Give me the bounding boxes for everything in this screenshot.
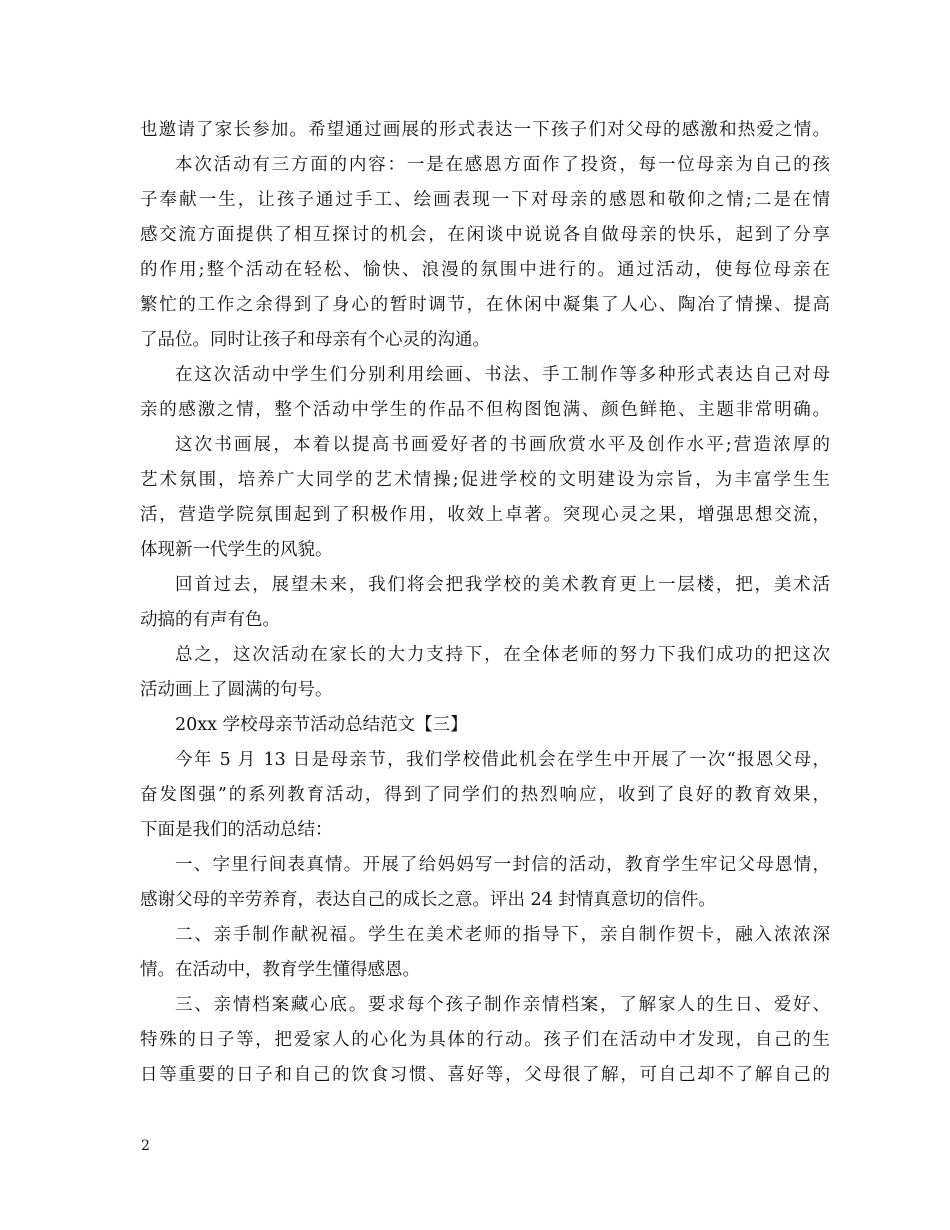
page-number: 2 (141, 1138, 150, 1154)
text-line: 动搞的有声有色。 (140, 610, 280, 630)
text-line: 一、字里行间表真情。开展了给妈妈写一封信的活动，教育学生牢记父母恩情， (175, 855, 830, 875)
text-line: 今年 5 月 13 日是母亲节，我们学校借此机会在学生中开展了一次“报恩父母， (175, 750, 830, 770)
text-line: 二、亲手制作献祝福。学生在美术老师的指导下，亲自制作贺卡，融入浓浓深 (175, 925, 830, 945)
text-line: 体现新一代学生的风貌。 (140, 540, 333, 560)
text-line: 了品位。同时让孩子和母亲有个心灵的沟通。 (140, 330, 490, 350)
text-line: 这次书画展，本着以提高书画爱好者的书画欣赏水平及创作水平;营造浓厚的 (175, 435, 830, 455)
text-line: 也邀请了家长参加。希望通过画展的形式表达一下孩子们对父母的感激和热爱之情。 (140, 120, 830, 140)
text-line: 特殊的日子等，把爱家人的心化为具体的行动。孩子们在活动中才发现，自己的生 (140, 1030, 830, 1050)
text-line: 在这次活动中学生们分别利用绘画、书法、手工制作等多种形式表达自己对母 (175, 365, 830, 385)
text-line: 回首过去，展望未来，我们将会把我学校的美术教育更上一层楼，把，美术活 (175, 575, 830, 595)
text-line: 情。在活动中，教育学生懂得感恩。 (140, 960, 420, 980)
text-line: 活，营造学院氛围起到了积极作用，收效上卓著。突现心灵之果，增强思想交流， (140, 505, 830, 525)
text-line: 感谢父母的辛劳养育，表达自己的成长之意。评出 24 封情真意切的信件。 (140, 890, 716, 910)
text-line: 子奉献一生，让孩子通过手工、绘画表现一下对母亲的感恩和敬仰之情;二是在情 (140, 190, 830, 210)
section-heading: 20xx 学校母亲节活动总结范文【三】 (175, 715, 468, 735)
text-line: 三、亲情档案藏心底。要求每个孩子制作亲情档案，了解家人的生日、爱好、 (175, 995, 830, 1015)
text-line: 亲的感激之情，整个活动中学生的作品不但构图饱满、颜色鲜艳、主题非常明确。 (140, 400, 830, 420)
text-line: 下面是我们的活动总结： (140, 820, 333, 840)
text-line: 奋发图强”的系列教育活动，得到了同学们的热烈响应，收到了良好的教育效果， (140, 785, 830, 805)
text-line: 感交流方面提供了相互探讨的机会，在闲谈中说说各自做母亲的快乐，起到了分享 (140, 225, 830, 245)
document-body (140, 113, 830, 1093)
text-line: 总之，这次活动在家长的大力支持下，在全体老师的努力下我们成功的把这次 (175, 645, 830, 665)
text-line: 本次活动有三方面的内容：一是在感恩方面作了投资，每一位母亲为自己的孩 (175, 155, 830, 175)
text-line: 的作用;整个活动在轻松、愉快、浪漫的氛围中进行的。通过活动，使每位母亲在 (140, 260, 830, 280)
text-line: 活动画上了圆满的句号。 (140, 680, 333, 700)
text-line: 日等重要的日子和自己的饮食习惯、喜好等，父母很了解，可自己却不了解自己的 (140, 1065, 830, 1085)
text-line: 艺术氛围，培养广大同学的艺术情操;促进学校的文明建设为宗旨，为丰富学生生 (140, 470, 830, 490)
text-line: 繁忙的工作之余得到了身心的暂时调节，在休闲中凝集了人心、陶冶了情操、提高 (140, 295, 830, 315)
